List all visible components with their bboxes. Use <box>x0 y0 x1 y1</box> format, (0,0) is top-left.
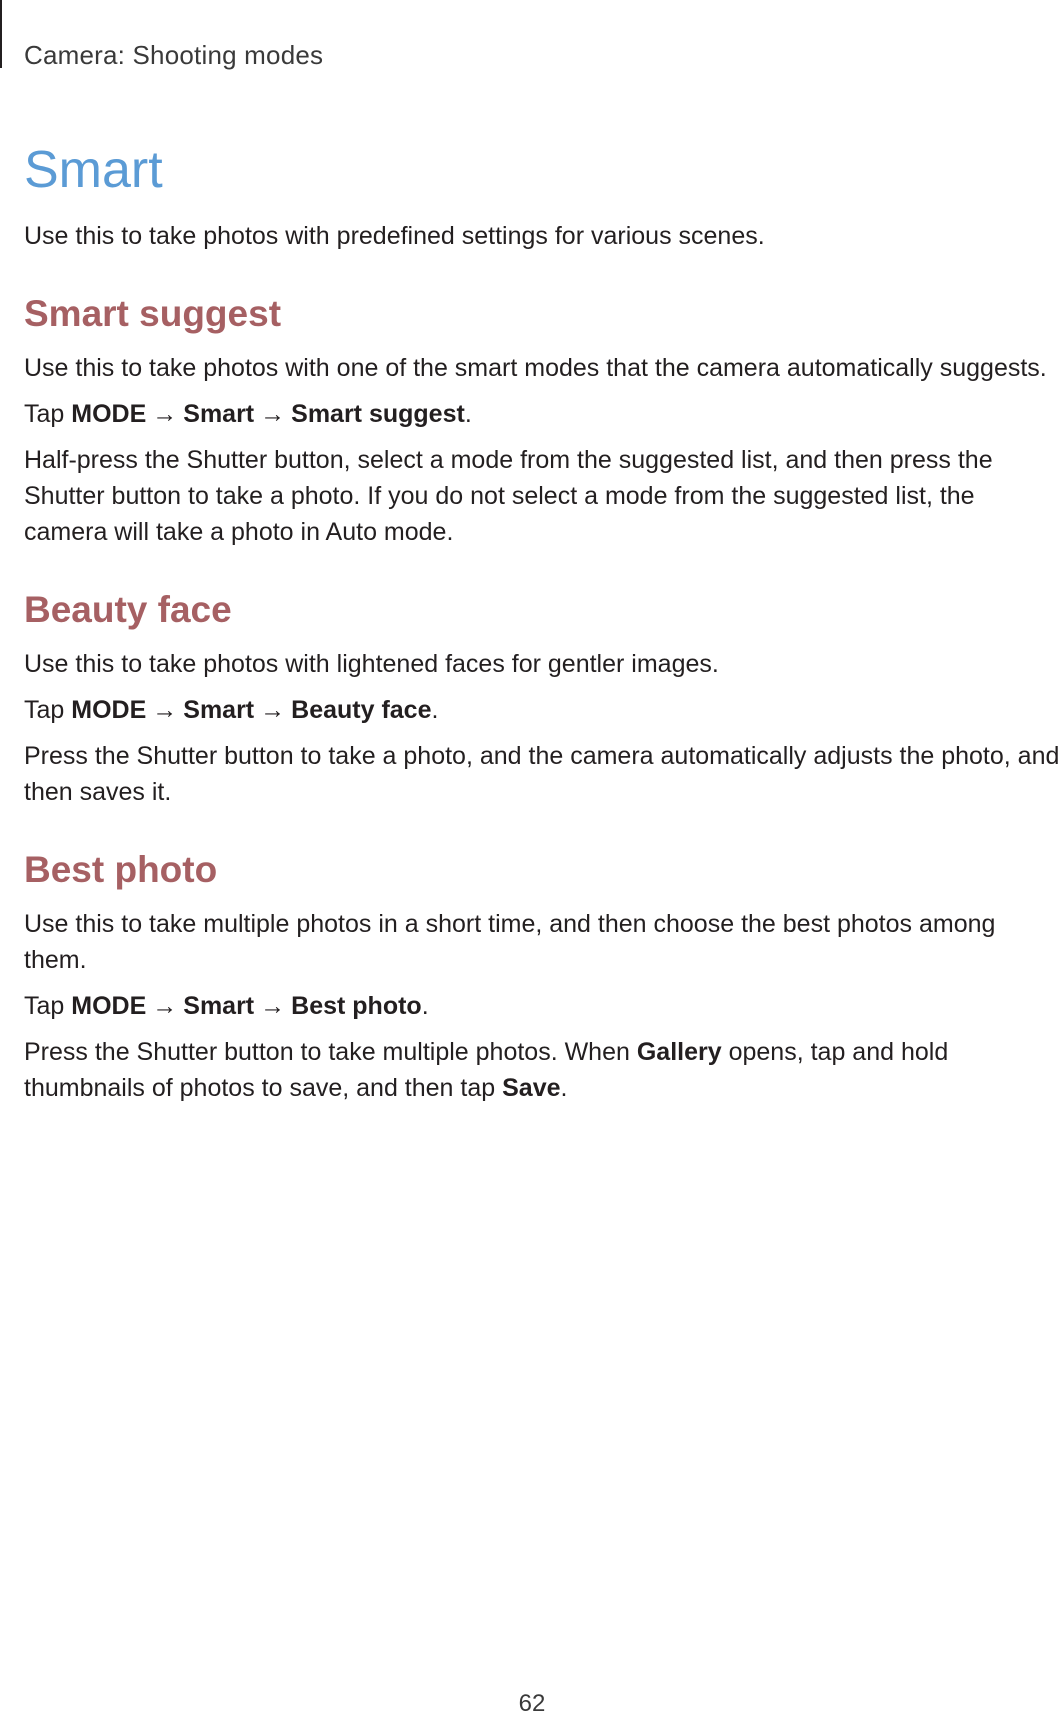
tap-word: Tap <box>24 400 65 428</box>
period: . <box>421 992 429 1020</box>
section-best-photo <box>24 848 1064 1106</box>
section-title: Smart suggest <box>24 293 282 334</box>
tap-word: Tap <box>24 696 65 724</box>
corner-rule <box>0 0 2 68</box>
period: . <box>431 696 439 724</box>
path-step-mode: MODE <box>71 696 147 724</box>
path-step-mode-name: Smart suggest <box>291 400 465 428</box>
section-instruction <box>24 1034 1064 1106</box>
path-step-smart: Smart <box>183 992 255 1020</box>
intro-text: Use this to take photos with predefined settings for various scenes. <box>24 222 765 250</box>
section-title: Best photo <box>24 849 218 890</box>
gallery-label: Gallery <box>636 1038 722 1066</box>
page-content <box>24 140 1064 1116</box>
tap-word: Tap <box>24 992 65 1020</box>
section-instruction: Half-press the Shutter button, select a mode from the suggested list, and then press the Shutter button to take a photo. If you do not select a mode from the suggested list, the camera will take a photo in Auto mode. <box>24 446 993 546</box>
tap-path <box>24 692 1064 728</box>
path-step-mode: MODE <box>71 992 147 1020</box>
page-number: 62 <box>518 1690 546 1717</box>
path-step-mode-name: Best photo <box>291 992 422 1020</box>
arrow-icon: → <box>260 992 286 1020</box>
path-step-mode: MODE <box>71 400 147 428</box>
section-instruction: Press the Shutter button to take a photo, and the camera automatically adjusts the photo, and then saves it. <box>24 742 1060 806</box>
tap-path <box>24 396 1064 432</box>
tap-path <box>24 988 1064 1024</box>
page-title: Smart <box>24 141 163 199</box>
arrow-icon: → <box>152 400 178 428</box>
save-label: Save <box>502 1074 561 1102</box>
arrow-icon: → <box>152 696 178 724</box>
arrow-icon: → <box>152 992 178 1020</box>
arrow-icon: → <box>260 696 286 724</box>
period: . <box>560 1074 568 1102</box>
instruction-text: opens, tap and hold thumbnails of photos to save, and then tap <box>24 1038 949 1102</box>
section-smart-suggest <box>24 292 1064 550</box>
instruction-text: Press the Shutter button to take multiple photos. When <box>24 1038 630 1066</box>
period: . <box>464 400 472 428</box>
section-beauty-face <box>24 588 1064 810</box>
running-header: Camera: Shooting modes <box>24 40 324 70</box>
section-description: Use this to take multiple photos in a short time, and then choose the best photos among them. <box>24 910 996 974</box>
path-step-mode-name: Beauty face <box>291 696 432 724</box>
path-step-smart: Smart <box>183 400 255 428</box>
path-step-smart: Smart <box>183 696 255 724</box>
arrow-icon: → <box>260 400 286 428</box>
section-title: Beauty face <box>24 589 232 630</box>
section-description: Use this to take photos with one of the smart modes that the camera automatically suggests. <box>24 354 1047 382</box>
section-description: Use this to take photos with lightened faces for gentler images. <box>24 650 719 678</box>
